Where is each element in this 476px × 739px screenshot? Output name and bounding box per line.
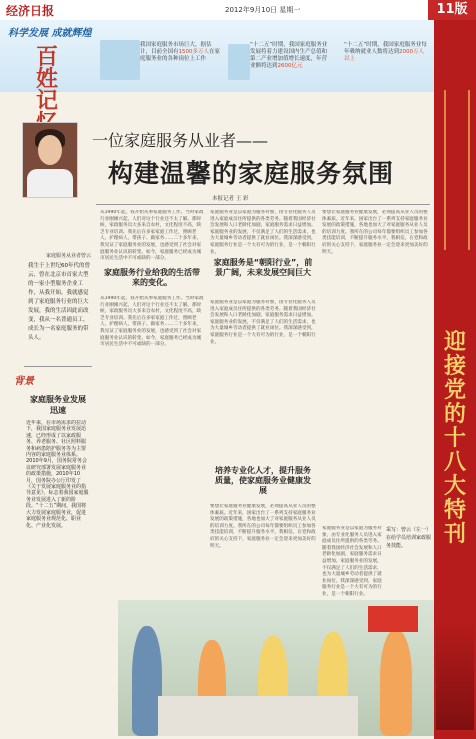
headline-rule [96, 204, 430, 205]
body-column-2-bottom: 要想让家庭服务业健康发展，必须提高从业人员的整体素质。近年来，国家出台了一系列支持家庭服务业发展的政策措施，各地也加大了对家庭服务从业人员的培训力度。我所在的公司每年都要组织员工参加各类技能培训，不断提升服务水平。我相信，在党和政府的关心支持下，家庭服务业一定会迎来更加美好的明天。 [210, 504, 316, 549]
portrait-shirt [27, 169, 73, 197]
banner-blurb-2: “十二五”时期，我国家庭服务业发展将着力建设国内生产总值和第二产业增加值增长速度，年营业额将达到2600亿元 [250, 42, 328, 69]
subhead-2: 家庭服务是“朝阳行业”，前景广阔，未来发展空间巨大 [213, 258, 313, 277]
shop-sign [368, 606, 418, 632]
article-subtitle: 一位家庭服务从业者—— [92, 131, 269, 150]
article-byline: 本报记者 王 彩 [212, 196, 249, 202]
body-column-2: 家庭服务业是以家庭为服务对象，由专业化服务人员进入家庭成员住所提供的各类劳务。随着我国经济社会发展和人口老龄化加剧，家庭服务需求日益增加。家庭服务业的发展，不仅满足了人们的生活需求，也为大量城乡劳动者提供了就业岗位。我深深感受到，家庭服务行业是一个大有可为的行业，是一个朝阳行业。 [210, 300, 316, 345]
banner-blurb-3: “十二五”时期，我国家庭服务业每年吸纳就业人数将达到2000万人以上 [344, 42, 427, 62]
person-trainee [380, 630, 412, 736]
training-photo [118, 600, 434, 736]
intro-text: 我生于上世纪60年代的曾云，曾在北京市首家大型的一家小型服务企业工作，从我开始，我就感觉到了家庭服务行业的巨大发展，我的生活因此而改变，我从一名普通员工，成长为一名家庭服务的带头人。 [28, 263, 90, 341]
body-column-3: 要想让家庭服务业健康发展，必须提高从业人员的整体素质。近年来，国家出台了一系列支持家庭服务业发展的政策措施，各地也加大了对家庭服务从业人员的培训力度。我所在的公司每年都要组织员工参加各类技能培训，不断提升服务水平。我相信，在党和政府的关心支持下，家庭服务业一定会迎来更加美好的明天。 [322, 210, 428, 255]
photo-caption: 采写：曾云（左一）在给学员培训家政服务技能。 [386, 527, 432, 549]
rail-monument-graphic [436, 620, 474, 730]
newspaper-logo: 经济日报 [6, 4, 55, 18]
sidebar-headline: 家庭服务业发展迅速 [30, 395, 86, 415]
sidebar-tag: 背景 [14, 376, 34, 387]
section-tag: 科学发展 成就辉煌 [8, 28, 92, 39]
body-column-1-top: 从1990年起，我开始从事家庭服务工作。当时家政行业刚刚兴起，人们对这个行业还不太了解。那时候，家政服务员大多来自农村，文化程度不高，缺乏专业培训。我先后在多家家庭工作过，照顾老人、护理病人、带孩子、做家务……二十多年来，我见证了家庭服务业的发展，也感受到了社会对家庭服务业认识的转变。如今，家庭服务已经成为城市居民生活中不可或缺的一部分。 [100, 210, 204, 262]
sidebar-body: 近年来，在市场需求的拉动下，我国家庭服务业发展迅速，已经形成了以家政服务、养老服务、社区照料服务和病患陪护服务等为主要内容的家庭服务业体系。2010年9月，国务院常务会议研究部署发展家庭服务业的政策措施，2010年10月，国务院办公厅印发了《关于发展家庭服务业的指导意见》，标志着我国家庭服务业发展进入了新的阶段。“十二五”期间，我国将大力发展家庭服务业，促进家庭服务业规范化、职业化、产业化发展。 [26, 420, 89, 529]
portrait-photo [22, 122, 78, 198]
edition-number: 11版 [428, 0, 476, 20]
body-column-3-bottom: 家庭服务业是以家庭为服务对象，由专业化服务人员进入家庭成员住所提供的各类劳务。随着我国经济社会发展和人口老龄化加剧，家庭服务需求日益增加。家庭服务业的发展，不仅满足了人们的生活需求，也为大量城乡劳动者提供了就业岗位。我深深感受到，家庭服务行业是一个大有可为的行业，是一个朝阳行业。 [322, 526, 382, 596]
banner-blurb-1: 我国家庭服务市场巨大，据估计，目前全国有1500多万人在家庭服务业的各种岗位上工作 [140, 42, 221, 62]
special-issue-title: 迎接党的十八大特刊 [443, 329, 466, 547]
subhead-3: 培养专业化人才，提升服务质量，使家庭服务业健康发展 [215, 466, 311, 495]
portrait-face [38, 135, 62, 165]
portrait-caption: 家庭服务从业者曾云 [46, 253, 92, 259]
dateline: 2012年9月10日 星期一 [225, 6, 301, 14]
body-column-2-top: 家庭服务业是以家庭为服务对象，由专业化服务人员进入家庭成员住所提供的各类劳务。随着我国经济社会发展和人口老龄化加剧，家庭服务需求日益增加。家庭服务业的发展，不仅满足了人们的生活需求，也为大量城乡劳动者提供了就业岗位。我深深感受到，家庭服务行业是一个大有可为的行业，是一个朝阳行业。 [210, 210, 316, 254]
body-column-1: 从1990年起，我开始从事家庭服务工作。当时家政行业刚刚兴起，人们对这个行业还不太了解。那时候，家政服务员大多来自农村，文化程度不高，缺乏专业培训。我先后在多家家庭工作过，照顾老人、护理病人、带孩子、做家务……二十多年来，我见证了家庭服务业的发展，也感受到了社会对家庭服务业认识的转变。如今，家庭服务已经成为城市居民生活中不可或缺的一部分。 [100, 296, 204, 348]
illustration-worker [228, 44, 250, 80]
article-title: 构建温馨的家庭服务氛围 [108, 159, 395, 188]
training-table [158, 696, 358, 736]
subhead-1: 家庭服务行业给我的生活带来的变化。 [104, 268, 200, 287]
rail-ornament [444, 90, 470, 250]
sidebar-divider [24, 366, 92, 367]
column-title: 百姓记 [36, 44, 59, 114]
illustration-family [100, 40, 140, 80]
